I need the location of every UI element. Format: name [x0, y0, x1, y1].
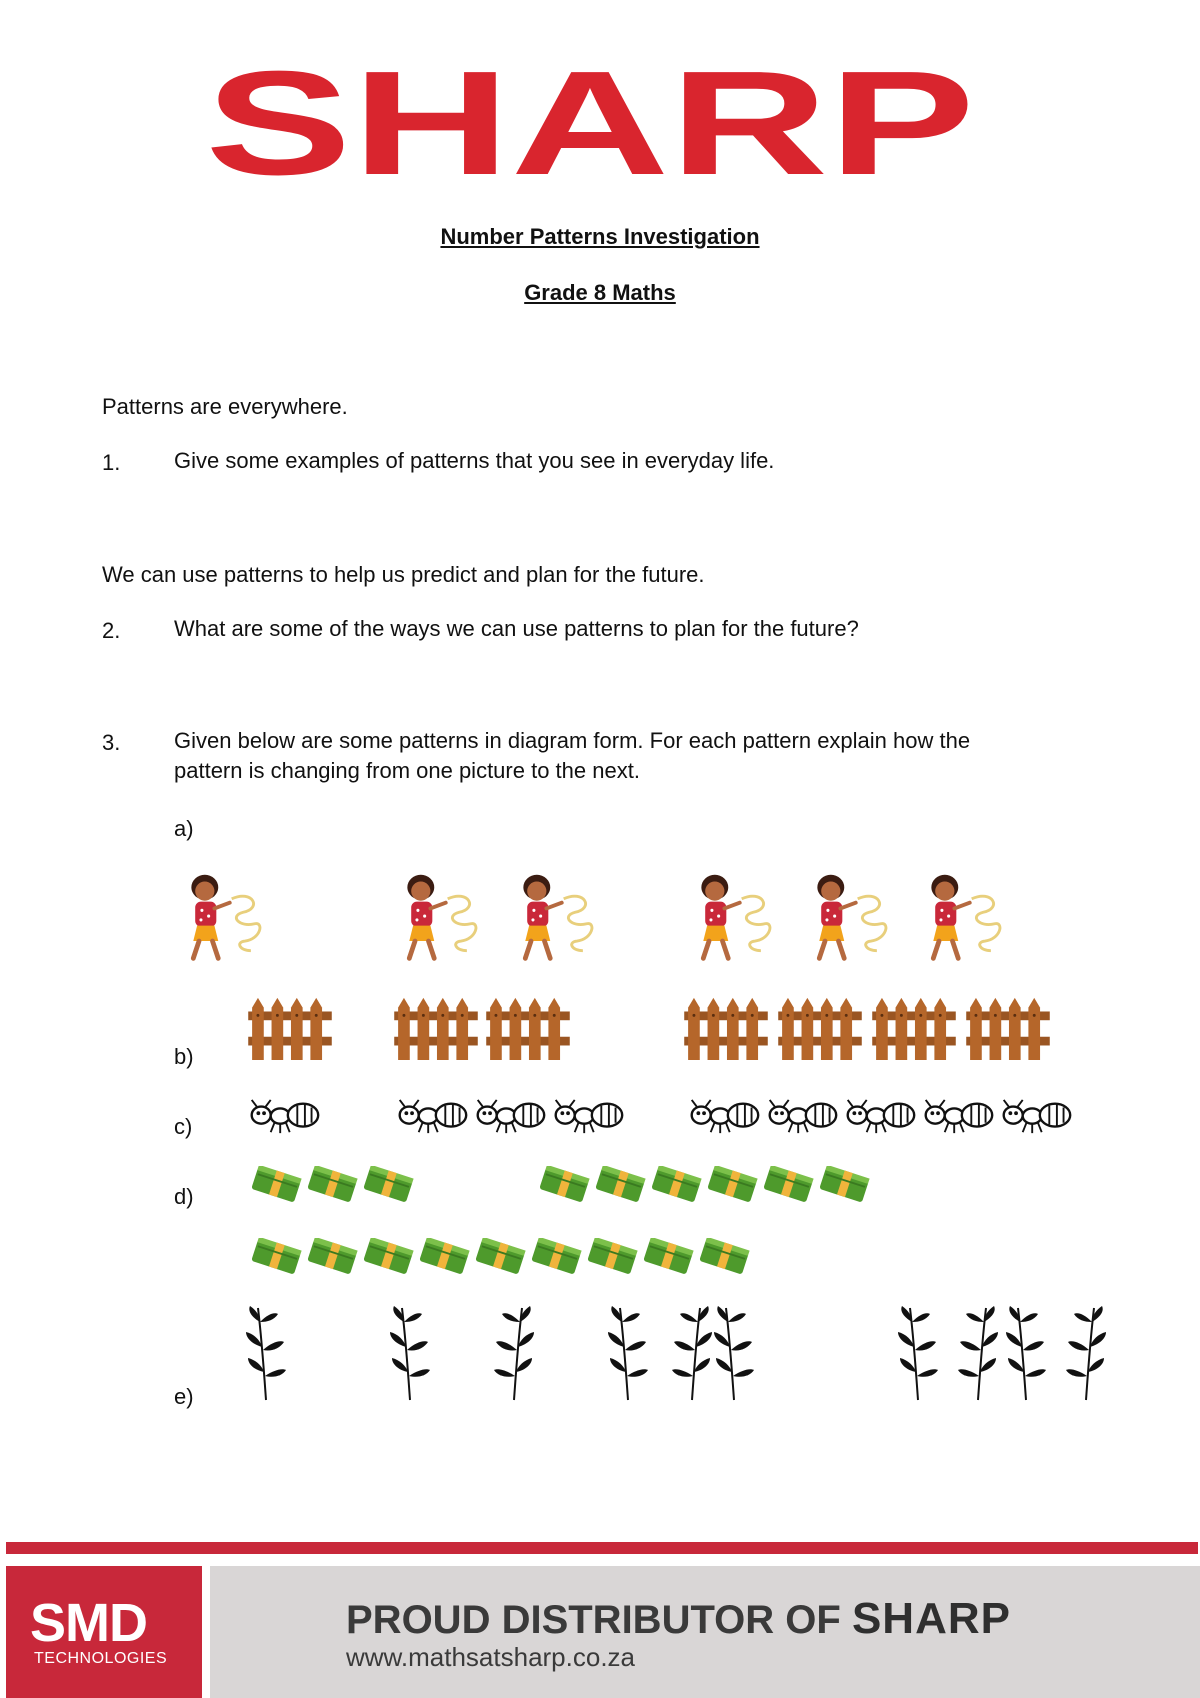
girl-with-ribbon-icon — [176, 870, 272, 966]
page-title: Number Patterns Investigation — [440, 224, 760, 249]
money-stack-icon — [584, 1238, 640, 1276]
money-stack-icon — [360, 1166, 416, 1204]
plant-sprig-icon — [486, 1302, 536, 1402]
fence-icon — [870, 994, 958, 1062]
question-3-text — [174, 726, 1074, 786]
label-c: c) — [174, 1114, 193, 1139]
money-stack-icon — [304, 1166, 360, 1204]
question-2-number: 2. — [102, 618, 121, 643]
girl-with-ribbon-icon — [916, 870, 1012, 966]
girl-with-ribbon-icon — [686, 870, 782, 966]
plant-sprig-icon — [712, 1302, 762, 1402]
question-1-text: Give some examples of patterns that you see in everyday life. — [174, 448, 775, 473]
fence-icon — [682, 994, 770, 1062]
ant-icon — [550, 1098, 626, 1136]
money-stack-icon — [304, 1238, 360, 1276]
ant-icon — [920, 1098, 996, 1136]
question-3-line-2: pattern is changing from one picture to the next. — [174, 758, 640, 783]
money-stack-icon — [704, 1166, 760, 1204]
question-2-text: What are some of the ways we can use patterns to plan for the future? — [174, 616, 859, 641]
plant-sprig-icon — [388, 1302, 438, 1402]
ant-icon — [394, 1098, 470, 1136]
money-stack-icon — [760, 1166, 816, 1204]
intro-text-1: Patterns are everywhere. — [102, 394, 348, 419]
plant-sprig-icon — [896, 1302, 946, 1402]
money-stack-icon — [416, 1238, 472, 1276]
girl-with-ribbon-icon — [802, 870, 898, 966]
money-stack-icon — [248, 1238, 304, 1276]
question-3-line-1: Given below are some patterns in diagram form. For each pattern explain how the — [174, 728, 971, 753]
distributor-tagline-text: PROUD DISTRIBUTOR OF — [346, 1598, 841, 1642]
distributor-tagline — [346, 1594, 1011, 1644]
fence-icon — [246, 994, 334, 1062]
ant-icon — [246, 1098, 322, 1136]
footer-accent-line — [6, 1542, 1198, 1554]
money-stack-icon — [592, 1166, 648, 1204]
ant-icon — [764, 1098, 840, 1136]
distributor-tagline-brand: SHARP — [851, 1594, 1011, 1643]
plant-sprig-icon — [606, 1302, 656, 1402]
fence-icon — [964, 994, 1052, 1062]
fence-icon — [776, 994, 864, 1062]
money-stack-icon — [472, 1238, 528, 1276]
money-stack-icon — [640, 1238, 696, 1276]
ant-icon — [998, 1098, 1074, 1136]
ant-icon — [686, 1098, 762, 1136]
money-stack-icon — [536, 1166, 592, 1204]
ant-icon — [842, 1098, 918, 1136]
label-a: a) — [174, 816, 194, 841]
money-stack-icon — [696, 1238, 752, 1276]
money-stack-icon — [816, 1166, 872, 1204]
money-stack-icon — [248, 1166, 304, 1204]
girl-with-ribbon-icon — [392, 870, 488, 966]
plant-sprig-icon — [244, 1302, 294, 1402]
money-stack-icon — [360, 1238, 416, 1276]
label-d: d) — [174, 1184, 194, 1209]
question-3-number: 3. — [102, 730, 121, 755]
plant-sprig-icon — [664, 1302, 714, 1402]
money-stack-icon — [648, 1166, 704, 1204]
plant-sprig-icon — [1004, 1302, 1054, 1402]
website-url[interactable]: www.mathsatsharp.co.za — [346, 1642, 636, 1672]
question-1-number: 1. — [102, 450, 121, 475]
plant-sprig-icon — [950, 1302, 1000, 1402]
smd-logo-subtext: TECHNOLOGIES — [34, 1650, 168, 1667]
page-subtitle: Grade 8 Maths — [524, 280, 676, 305]
ant-icon — [472, 1098, 548, 1136]
fence-icon — [484, 994, 572, 1062]
sharp-logo-text: SHARP — [205, 62, 975, 192]
label-b: b) — [174, 1044, 194, 1069]
intro-text-2: We can use patterns to help us predict and plan for the future. — [102, 562, 705, 587]
girl-with-ribbon-icon — [508, 870, 604, 966]
smd-logo-text: SMD — [30, 1593, 147, 1653]
money-stack-icon — [528, 1238, 584, 1276]
plant-sprig-icon — [1058, 1302, 1108, 1402]
fence-icon — [392, 994, 480, 1062]
sharp-logo — [200, 62, 980, 192]
label-e: e) — [174, 1384, 194, 1409]
